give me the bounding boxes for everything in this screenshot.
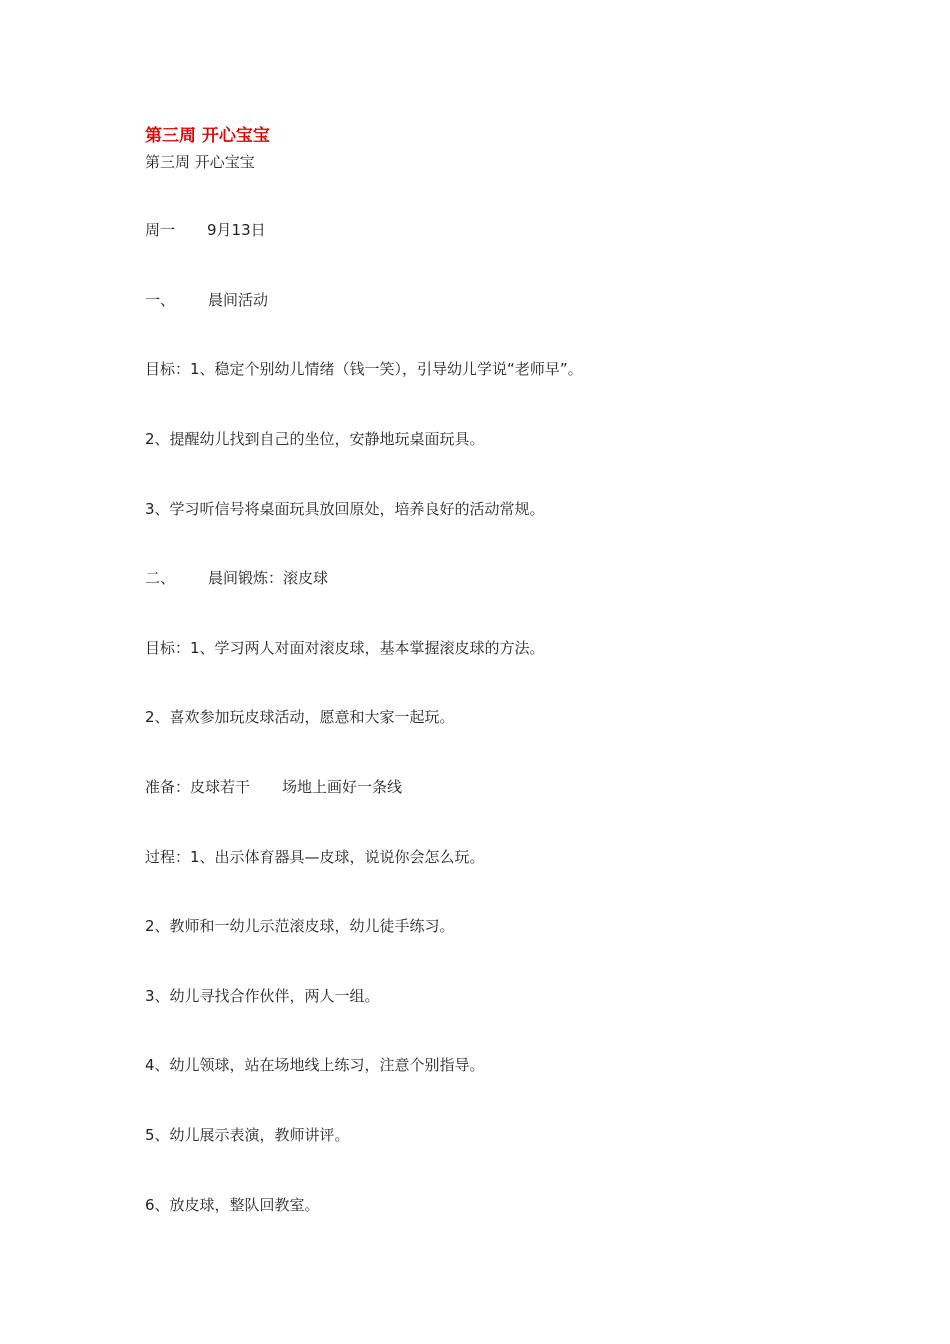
section-title: 晨间锻炼：滚皮球 (208, 569, 329, 587)
section-heading-2 (145, 567, 328, 589)
section-number: 二、 (145, 569, 176, 587)
preparation-item: 场地上画好一条线 (282, 778, 403, 796)
goal-line: 目标：1、稳定个别幼儿情绪（钱一笑），引导幼儿学说“老师早”。 (145, 360, 583, 378)
weekday: 周一 (145, 221, 176, 239)
day-line (145, 219, 266, 241)
goal-line: 目标：1、学习两人对面对滚皮球，基本掌握滚皮球的方法。 (145, 639, 545, 657)
preparation-line (145, 776, 402, 798)
section-number: 一、 (145, 291, 176, 309)
process-step: 6、放皮球，整队回教室。 (145, 1196, 320, 1214)
process-step: 过程：1、出示体育器具—皮球，说说你会怎么玩。 (145, 848, 485, 866)
process-step: 5、幼儿展示表演，教师讲评。 (145, 1126, 350, 1144)
document-subtitle: 第三周 开心宝宝 (145, 153, 255, 171)
goal-line: 2、喜欢参加玩皮球活动，愿意和大家一起玩。 (145, 708, 455, 726)
preparation-label: 准备：皮球若干 (145, 778, 251, 796)
process-step: 2、教师和一幼儿示范滚皮球，幼儿徒手练习。 (145, 917, 455, 935)
goal-line: 2、提醒幼儿找到自己的坐位，安静地玩桌面玩具。 (145, 430, 485, 448)
goal-line: 3、学习听信号将桌面玩具放回原处，培养良好的活动常规。 (145, 500, 545, 518)
process-step: 3、幼儿寻找合作伙伴，两人一组。 (145, 987, 380, 1005)
process-step: 4、幼儿领球，站在场地线上练习，注意个别指导。 (145, 1056, 485, 1074)
document-title: 第三周 开心宝宝 (145, 126, 270, 146)
date: 9月13日 (207, 221, 266, 239)
section-heading-1 (145, 289, 268, 311)
section-title: 晨间活动 (208, 291, 269, 309)
